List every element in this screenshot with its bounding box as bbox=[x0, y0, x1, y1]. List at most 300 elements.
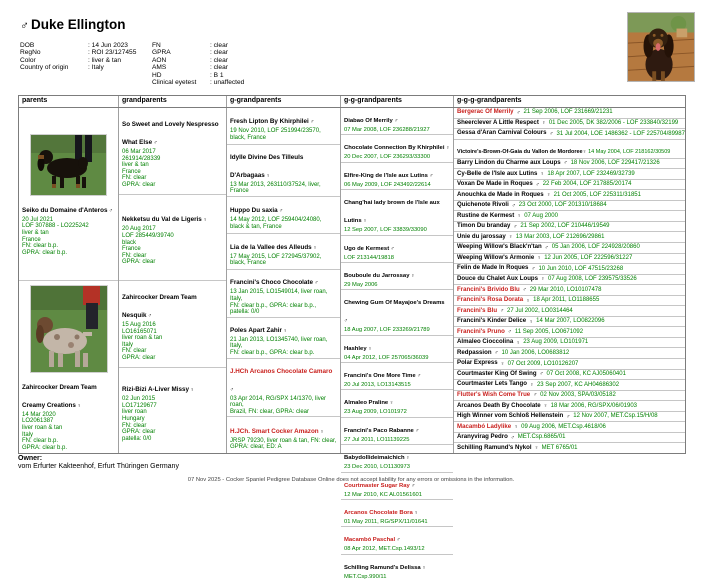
info-row bbox=[152, 57, 244, 64]
dog-name-line bbox=[230, 236, 337, 254]
info-label: Country of origin bbox=[20, 64, 69, 72]
sex-symbol: ♂ bbox=[395, 537, 401, 544]
pedigree-cell bbox=[341, 263, 453, 290]
dog-name[interactable]: Hashley bbox=[344, 345, 367, 352]
dog-details: 29 May 2006 bbox=[344, 281, 378, 288]
pedigree-cell bbox=[454, 401, 685, 412]
column-header: parents bbox=[19, 96, 119, 107]
dog-name-line bbox=[344, 556, 450, 574]
pedigree-cell bbox=[454, 338, 685, 349]
dog-details: 15 Aug 2016 bbox=[122, 321, 156, 328]
dog-name[interactable]: High Winner vom Schloß Hellenstein bbox=[457, 412, 564, 420]
dog-info-left bbox=[20, 42, 136, 72]
info-row bbox=[152, 72, 244, 79]
info-label: Color bbox=[20, 56, 36, 64]
info-value: : clear bbox=[210, 49, 228, 57]
dog-name[interactable]: Zahircocker Dream Team Nesquik bbox=[122, 293, 197, 319]
dog-details: 18 Apr 2011, LO1188655 bbox=[533, 297, 600, 304]
sex-symbol: ♂ bbox=[413, 427, 420, 434]
dog-details: 12 Jun 2005, LOF 222596/31227 bbox=[544, 255, 633, 262]
dog-details: Hungary bbox=[122, 415, 145, 422]
sex-symbol: ♀ bbox=[409, 272, 415, 279]
dog-details: 29 Mar 2010, LO10107478 bbox=[529, 286, 602, 293]
sex-symbol: ♂ bbox=[566, 413, 571, 420]
dog-name[interactable]: Gessa d'Aran Carnival Colours bbox=[457, 129, 547, 137]
dog-name[interactable]: Courtmaster Lets Tango bbox=[457, 380, 527, 388]
sex-symbol: ♂ bbox=[533, 392, 538, 399]
sex-symbol: ♂ bbox=[107, 207, 113, 214]
dog-name[interactable]: Nekketsu du Val de Ligeris bbox=[122, 216, 202, 224]
dog-details: FN: clear b.p. bbox=[22, 243, 59, 250]
sex-symbol: ♂ bbox=[544, 244, 549, 251]
sex-symbol: ♀ bbox=[526, 297, 531, 304]
sex-symbol: ♀ bbox=[529, 381, 534, 388]
dog-name[interactable]: Fresh Lipton By Khirphilei bbox=[230, 118, 309, 126]
dog-details: 09 Aug 2006, MET.Csp.4618/06 bbox=[521, 423, 606, 430]
dog-info-right bbox=[152, 42, 244, 86]
sex-symbol: ♂ bbox=[563, 160, 568, 167]
pedigree-cell bbox=[454, 129, 685, 140]
dog-name[interactable]: Francini's Brivido Blu bbox=[457, 285, 520, 293]
dog-name[interactable]: H.JCh. Smart Cocker Amazon bbox=[230, 427, 319, 435]
pedigree-cell bbox=[454, 180, 685, 191]
dog-details: GPRA: clear, ED: A bbox=[230, 444, 282, 451]
dog-name-line bbox=[230, 420, 337, 438]
sex-symbol: ♀ bbox=[543, 402, 548, 409]
dog-name[interactable]: Felin de Made In Roques bbox=[457, 264, 529, 272]
pedigree-cell bbox=[454, 222, 685, 233]
dog-details: Italy bbox=[22, 431, 34, 438]
dog-name[interactable]: Lia de la Vallee des Alleuds bbox=[230, 243, 312, 251]
pedigree-cell bbox=[454, 211, 685, 222]
sex-symbol: ♀ bbox=[514, 424, 519, 431]
dog-name[interactable]: Schilling Ramund's Nykol bbox=[457, 443, 532, 451]
dog-details: 27 Jul 2011, LO11139225 bbox=[344, 436, 410, 443]
pedigree-cell bbox=[454, 169, 685, 180]
dog-details: 10 Jan 2006, LO0683812 bbox=[501, 349, 570, 356]
dog-name[interactable]: So Sweet and Lovely Nespresso What Else bbox=[122, 120, 219, 146]
dog-details: 23 Aug 2009, LO101971 bbox=[523, 339, 589, 346]
sex-symbol: ♂ bbox=[409, 482, 416, 489]
dog-details: 21 Sep 2002, LOF 210446/19549 bbox=[520, 223, 610, 230]
dog-details: 07 Aug 2000 bbox=[524, 212, 558, 219]
male-symbol: ♂ bbox=[20, 18, 29, 32]
pedigree-cell bbox=[454, 108, 685, 119]
sex-symbol: ♀ bbox=[546, 192, 551, 199]
dog-details: FN: clear b.p., GPRA: clear b.p., patella: 0/0 bbox=[230, 302, 317, 316]
pedigree-column-grandparents bbox=[119, 108, 227, 453]
info-label: HD bbox=[152, 71, 162, 79]
info-row bbox=[20, 42, 136, 49]
dog-name[interactable]: Weeping Willow's Armonie bbox=[457, 253, 535, 261]
dog-name[interactable]: Victoire's-Brown-Of-Gaia du Vallon de Mordoree bbox=[457, 148, 583, 155]
sex-symbol: ♀ bbox=[444, 145, 450, 152]
dog-details: 06 Mar 2017 bbox=[122, 148, 156, 155]
sex-symbol: ♂ bbox=[344, 318, 348, 325]
dog-details: JRSP 79230, liver roan & tan, FN: clear, bbox=[230, 437, 337, 444]
dog-details: 08 Apr 2012, MET.Csp.1493/12 bbox=[344, 546, 425, 553]
sex-symbol: ♂ bbox=[415, 373, 422, 379]
dog-details: FN: clear bbox=[122, 175, 147, 182]
dog-details: 12 Nov 2007, MET.Csp.15/H/08 bbox=[573, 413, 658, 420]
pedigree-cell bbox=[454, 243, 685, 254]
dog-name[interactable]: Francini's Pruno bbox=[457, 327, 505, 335]
pedigree-cell bbox=[341, 290, 453, 335]
dog-details: 31 Jul 2004, LOE 1486362 - LOF 225704/89987 bbox=[556, 130, 685, 137]
pedigree-cell bbox=[341, 135, 453, 162]
info-row bbox=[152, 64, 244, 71]
dog-details: patella: 0/0 bbox=[122, 435, 152, 442]
dog-name[interactable]: Chang'hai lady brown de l'Isle aux Lutins bbox=[344, 200, 440, 225]
sex-symbol: ♀ bbox=[388, 400, 394, 407]
dog-details: 17 May 2015, LOF 272945/37902, black, France bbox=[230, 253, 322, 267]
sex-symbol: ♀ bbox=[537, 255, 542, 262]
dog-name-line bbox=[230, 360, 337, 396]
dog-name[interactable]: Barry Lindon du Charme aux Loups bbox=[457, 159, 561, 166]
dog-details: 14 May 2004, LOF 218162/30509 bbox=[586, 148, 671, 155]
sex-symbol: ♀ bbox=[311, 244, 318, 251]
pedigree-cell bbox=[454, 348, 685, 359]
dog-details: 20 Jul 2021 bbox=[22, 216, 54, 223]
dog-details: 22 Feb 2004, LOF 217885/20174 bbox=[542, 181, 632, 188]
dog-details: 01 May 2011, RG/SPX/11/01641 bbox=[344, 518, 428, 525]
dog-details: FN: clear b.p. bbox=[22, 438, 59, 445]
dog-details: GPRA: clear bbox=[122, 181, 156, 188]
dog-name[interactable]: Almaleo Cioccolina bbox=[457, 338, 514, 346]
dog-details: 20 Jul 2013, LO13143515 bbox=[344, 382, 411, 388]
dog-details: 02 Nov 2003, SPA/03/05182 bbox=[540, 392, 616, 399]
dog-details: LO17129677 bbox=[122, 402, 157, 409]
dog-name[interactable]: Aranyvirag Pedro bbox=[457, 433, 508, 441]
dog-details: 06 May 2009, LOF 243492/22614 bbox=[344, 181, 431, 188]
dog-details: LO2061387 bbox=[22, 418, 54, 425]
pedigree-cell bbox=[341, 555, 453, 581]
sex-symbol: ♂ bbox=[308, 119, 315, 126]
dog-details: liver & tan bbox=[122, 162, 149, 169]
pedigree-cell bbox=[454, 443, 685, 453]
info-label: Clinical eyetest bbox=[152, 78, 197, 86]
dog-details: 01 Dec 2005, DK 382/2006 - LOF 233840/32199 bbox=[548, 120, 679, 127]
sex-symbol: ♂ bbox=[513, 223, 518, 230]
dog-name[interactable]: Huppo Du saxia bbox=[230, 207, 278, 215]
sex-symbol: ♀ bbox=[412, 509, 419, 516]
dog-details: 23 Oct 2000, LOF 201310/18684 bbox=[518, 202, 607, 209]
pedigree-cell bbox=[227, 108, 340, 145]
dog-name[interactable]: Seiko du Domaine d'Anteros bbox=[22, 206, 108, 214]
pedigree-cell bbox=[454, 232, 685, 243]
dog-details: 20 Aug 2017 bbox=[122, 226, 156, 233]
dog-details: GPRA: clear bbox=[122, 259, 156, 266]
dog-name[interactable]: Almaleo Praline bbox=[344, 400, 389, 407]
dog-name[interactable]: Diabao Of Merrily bbox=[344, 118, 393, 124]
dog-name[interactable]: Ugo de Kermest bbox=[344, 245, 390, 252]
pedigree-column-ggg-grandparents bbox=[454, 108, 685, 453]
dog-name[interactable]: J.HCh Arcanos Chocolate Camaro bbox=[230, 367, 333, 375]
dog-details: 12 Sep 2007, LOF 33839/33090 bbox=[344, 227, 427, 234]
dog-details: GPRA: clear bbox=[122, 429, 156, 436]
info-row bbox=[152, 79, 244, 86]
dog-details: GPRA: clear b.p. bbox=[22, 444, 68, 451]
sex-symbol: ♂ bbox=[146, 312, 152, 319]
dog-details: LOF 307888 - LO225242 bbox=[22, 223, 89, 230]
dog-name[interactable]: Schilling Ramund's Delissa bbox=[344, 564, 421, 571]
info-row bbox=[20, 64, 136, 71]
info-label: RegNo bbox=[20, 49, 41, 57]
info-value: : 14 Jun 2023 bbox=[88, 42, 128, 49]
dog-details: MET 6765/01 bbox=[541, 444, 578, 451]
dog-name[interactable]: Macambó Ladylike bbox=[457, 422, 512, 430]
dog-name[interactable]: Francini's Paco Rabanne bbox=[344, 427, 414, 434]
sex-symbol: ♂ bbox=[522, 286, 527, 293]
pedigree-cell bbox=[454, 327, 685, 338]
dog-details: liver & tan bbox=[22, 229, 49, 236]
dog-name[interactable]: Douce du Chalet Aux Loups bbox=[457, 275, 539, 283]
sex-symbol: ♂ bbox=[152, 139, 158, 146]
sex-symbol: ♀ bbox=[540, 170, 545, 177]
dog-name[interactable]: Timon Du branday bbox=[457, 222, 511, 230]
dog-details: 23 Aug 2009, LO101972 bbox=[344, 409, 407, 416]
dog-name-line bbox=[344, 337, 450, 355]
dog-name[interactable]: Rizi-Bizi A-Liver Missy bbox=[122, 386, 189, 394]
info-label: AON bbox=[152, 56, 167, 64]
dog-details: 02 Jun 2015 bbox=[122, 396, 156, 403]
dog-name[interactable]: Sheerclever A Little Respect bbox=[457, 118, 539, 126]
info-row bbox=[20, 49, 136, 56]
dog-name-line bbox=[344, 419, 450, 437]
pedigree-cell bbox=[454, 306, 685, 317]
parent-photo[interactable] bbox=[30, 285, 108, 373]
dog-name[interactable]: Arcanos Death By Chocolate bbox=[457, 401, 541, 409]
dog-name[interactable]: Unie du jarossay bbox=[457, 232, 506, 240]
pedigree-cell bbox=[119, 195, 226, 282]
dog-name-line bbox=[344, 264, 450, 282]
pedigree-cell bbox=[227, 359, 340, 418]
sex-symbol: ♀ bbox=[541, 276, 546, 283]
dog-details: 07 Oct 2009, LO10126207 bbox=[507, 360, 579, 367]
pedigree-cell bbox=[454, 433, 685, 444]
sex-symbol: ♂ bbox=[510, 434, 515, 441]
dog-details: 14 Mar 2007, LO0822096 bbox=[536, 318, 605, 325]
dog-name[interactable]: Rustine de Kermest bbox=[457, 211, 515, 219]
sex-symbol: ♂ bbox=[494, 350, 499, 357]
info-label: DOB bbox=[20, 42, 35, 49]
sex-symbol: ♂ bbox=[539, 371, 544, 378]
dog-name-line bbox=[344, 528, 450, 546]
dog-details: 10 Jun 2010, LOF 47515/23268 bbox=[538, 265, 624, 272]
dog-details: 03 Apr 2014, RG/SPX 14/1370, liver roan, bbox=[230, 395, 327, 409]
dog-name[interactable]: Francini's Blu bbox=[457, 306, 498, 314]
dog-details: LOF 285449/39740 bbox=[122, 233, 174, 240]
pedigree-cell bbox=[454, 254, 685, 265]
dog-details: liver roan & tan bbox=[22, 424, 63, 431]
dog-details: 18 Aug 2007, LOF 233269/21789 bbox=[344, 327, 430, 334]
dog-details: 20 Dec 2007, LOF 236293/33300 bbox=[344, 154, 431, 161]
owner-name: vom Erfurter Kakteenhof, Erfurt Thüringen Germany bbox=[18, 463, 179, 470]
dog-name[interactable]: Polar Express bbox=[457, 359, 498, 367]
dog-name[interactable]: Elfire-King de l'Isle aux Lutins bbox=[344, 172, 428, 179]
pedigree-cell bbox=[341, 190, 453, 235]
dog-details: LO16165071 bbox=[122, 328, 157, 335]
info-value: : clear bbox=[210, 56, 228, 64]
dog-details: 21 Oct 2005, LOF 225311/31851 bbox=[553, 191, 641, 198]
pedigree-cell bbox=[341, 336, 453, 363]
dog-name[interactable]: Flutter's Wish Come True bbox=[457, 391, 531, 399]
dog-name[interactable]: Francini's Kinder Delice bbox=[457, 317, 527, 325]
dog-name-line bbox=[230, 271, 337, 289]
dog-details: 12 Mar 2010, KC AL01561601 bbox=[344, 491, 422, 498]
dog-details: France bbox=[122, 168, 141, 175]
sex-symbol: ♂ bbox=[535, 181, 540, 188]
dog-details: liver roan bbox=[122, 409, 147, 416]
dog-name-line bbox=[344, 237, 450, 255]
sex-symbol: ♀ bbox=[264, 172, 271, 179]
dog-details: MET.Csp.6865/01 bbox=[517, 434, 566, 441]
sex-symbol: ♂ bbox=[500, 308, 505, 315]
dog-name[interactable]: Weeping Willow's Black'n'tan bbox=[457, 243, 542, 251]
sex-symbol: ♀ bbox=[420, 564, 427, 571]
dog-name[interactable]: Francini's Choco Chocolate bbox=[230, 279, 314, 287]
dog-name-line bbox=[22, 199, 115, 217]
dog-name[interactable]: Chocolate Connection By Khirphilei bbox=[344, 145, 445, 152]
dog-name[interactable]: Bergerac Of Merrily bbox=[457, 108, 514, 116]
sex-symbol: ♂ bbox=[230, 386, 234, 393]
dog-details: 05 Jan 2006, LOF 224928/20860 bbox=[551, 244, 640, 251]
dog-details: 261914/28339 bbox=[122, 155, 161, 162]
pedigree-cell bbox=[119, 368, 226, 454]
pedigree-column-g-grandparents bbox=[227, 108, 341, 453]
dog-name-line bbox=[344, 164, 450, 182]
sex-symbol: ♀ bbox=[188, 387, 195, 394]
dog-details: Brazil, FN: clear, GPRA: clear bbox=[230, 408, 310, 415]
dog-details: MET.Csp.990/11 bbox=[344, 573, 387, 580]
pedigree-cell bbox=[454, 275, 685, 286]
pedigree-header-row bbox=[19, 96, 685, 108]
sex-symbol: ♀ bbox=[508, 234, 513, 241]
dog-name[interactable]: Anouchka de Made in Roques bbox=[457, 190, 544, 198]
dog-details: 23 Dec 2010, LO1130973 bbox=[344, 464, 410, 471]
dog-name-line bbox=[122, 113, 223, 149]
dog-name[interactable]: Cy-Belle de l'Isle aux Lutins bbox=[457, 169, 538, 177]
dog-name[interactable]: Zahircocker Dream Team Creamy Creations bbox=[22, 383, 97, 409]
column-header: grandparents bbox=[119, 96, 227, 107]
pedigree-cell bbox=[454, 264, 685, 275]
sex-symbol: ♀ bbox=[75, 402, 82, 409]
dog-details: 14 May 2012, LOF 259404/24080, black & tan, France bbox=[230, 217, 322, 230]
dog-details: 21 Sep 2006, LOF 231669/21231 bbox=[523, 109, 613, 116]
dog-name[interactable]: Macambó Paschal bbox=[344, 537, 396, 544]
sex-symbol: ♀ bbox=[541, 120, 546, 127]
owner-label: Owner: bbox=[18, 455, 43, 462]
sex-symbol: ♂ bbox=[531, 265, 536, 272]
dog-photo[interactable] bbox=[627, 12, 695, 82]
dog-name-line bbox=[344, 109, 450, 127]
dog-name-line bbox=[230, 199, 337, 217]
sex-symbol: ♀ bbox=[517, 213, 522, 220]
sex-symbol: ♀ bbox=[201, 217, 208, 224]
pedigree-cell bbox=[454, 159, 685, 170]
info-value: : Italy bbox=[88, 64, 104, 72]
dog-name[interactable]: Francini's One More Time bbox=[344, 373, 416, 379]
pedigree-cell bbox=[454, 359, 685, 370]
dog-details: 13 Mar 2013, 263110/37524, liver, France bbox=[230, 181, 321, 195]
pedigree-cell bbox=[341, 445, 453, 472]
dog-details: France bbox=[122, 246, 141, 253]
sex-symbol: ♂ bbox=[427, 172, 434, 179]
sex-symbol: ♂ bbox=[516, 109, 521, 116]
dog-details: LOF 213144/19818 bbox=[344, 254, 394, 261]
pedigree-cell bbox=[341, 418, 453, 445]
dog-name[interactable]: Poles Apart Zahir bbox=[230, 326, 282, 334]
dog-details: 18 Apr 2007, LOF 232469/32739 bbox=[547, 170, 635, 177]
info-row bbox=[152, 42, 244, 49]
info-row bbox=[152, 49, 244, 56]
dog-name-line bbox=[122, 378, 223, 396]
sex-symbol: ♀ bbox=[500, 360, 505, 367]
dog-name[interactable]: Chewing Gum Of Mayajoe's Dreams bbox=[344, 300, 445, 307]
dog-name-title: Duke Ellington bbox=[31, 17, 126, 32]
dog-details: 23 Sep 2007, KC AH04686302 bbox=[536, 381, 620, 388]
dog-details: black bbox=[122, 239, 137, 246]
dog-name[interactable]: Courtmaster King Of Swing bbox=[457, 369, 537, 377]
pedigree-cell bbox=[454, 370, 685, 381]
parent-photo[interactable] bbox=[30, 134, 107, 196]
dog-details: France bbox=[22, 236, 41, 243]
column-header: g-g-g-grandparents bbox=[457, 97, 522, 104]
footer-disclaimer: 07 Nov 2025 - Cocker Spaniel Pedigree Database Online does not accept liability for any errors or omissions in the information. bbox=[187, 477, 515, 483]
sex-symbol: ♀ bbox=[404, 455, 411, 462]
pedigree-cell bbox=[454, 140, 685, 159]
dog-name[interactable]: Redpassion bbox=[457, 348, 492, 356]
dog-name-line bbox=[344, 501, 450, 519]
dog-name[interactable]: Babydollideimaichich bbox=[344, 455, 405, 462]
sex-symbol: ♀ bbox=[534, 445, 539, 452]
dog-name[interactable]: Courtmaster Sugar Ray bbox=[344, 482, 410, 489]
pedigree-cell bbox=[227, 234, 340, 271]
pedigree-cell bbox=[341, 163, 453, 190]
pedigree-cell bbox=[454, 190, 685, 201]
dog-details: 13 Jan 2015, LO1549014, liver roan, Italy, bbox=[230, 289, 328, 302]
dog-name[interactable]: Quichenote Rivoli bbox=[457, 201, 509, 209]
dog-name-line bbox=[344, 446, 450, 464]
dog-name[interactable]: Idylle Divine Des Tilleuls D'Arbagaas bbox=[230, 153, 304, 179]
dog-name[interactable]: Bouboule du Jarrossay bbox=[344, 272, 410, 279]
info-value: : ROI 23/127455 bbox=[88, 49, 137, 57]
sex-symbol: ♀ bbox=[361, 218, 368, 225]
dog-name-line bbox=[344, 191, 450, 227]
pedigree-cell bbox=[19, 281, 118, 453]
pedigree-cell bbox=[454, 422, 685, 433]
dog-name-line bbox=[230, 110, 337, 128]
dog-details: Italy bbox=[122, 341, 134, 348]
pedigree-cell bbox=[227, 197, 340, 234]
dog-details: 14 Mar 2020 bbox=[22, 411, 56, 418]
pedigree-cell bbox=[454, 391, 685, 402]
pedigree-cell bbox=[454, 412, 685, 423]
dog-details: FN: clear bbox=[122, 422, 147, 429]
dog-details: GPRA: clear b.p. bbox=[22, 249, 68, 256]
pedigree-cell bbox=[341, 363, 453, 390]
dog-details: 18 Mar 2006, RG/SPX/06/01903 bbox=[550, 402, 638, 409]
info-value: : clear bbox=[210, 64, 228, 72]
sex-symbol: ♀ bbox=[366, 345, 373, 352]
column-header: g-grandparents bbox=[227, 96, 341, 107]
dog-name[interactable]: Voxan De Made in Roques bbox=[457, 180, 533, 188]
page-title bbox=[20, 17, 126, 32]
sex-symbol: ♀ bbox=[516, 339, 521, 346]
dog-details: FN: clear bbox=[122, 252, 147, 259]
dog-name[interactable]: Arcanos Chocolate Bora bbox=[344, 509, 413, 516]
dog-name[interactable]: Francini's Rosa Dorata bbox=[457, 296, 524, 304]
